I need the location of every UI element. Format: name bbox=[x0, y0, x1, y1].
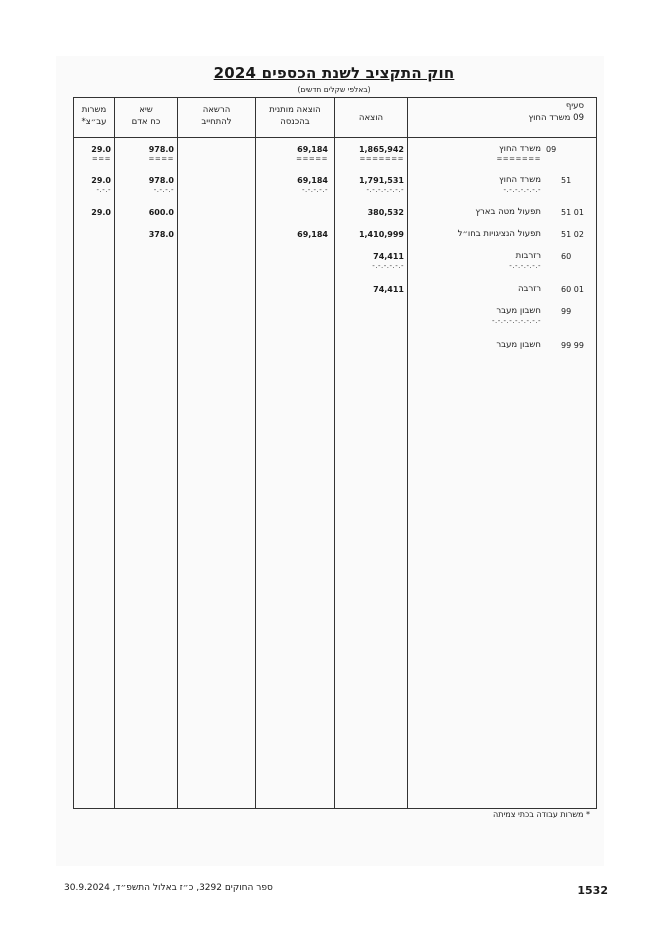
header-authorization bbox=[178, 104, 255, 128]
row-name: חשבון מעבר bbox=[496, 306, 541, 316]
budget-table bbox=[73, 97, 597, 809]
row-name-underline: ======= bbox=[496, 155, 541, 163]
column-divider bbox=[334, 97, 335, 809]
row-expense-underline: ======= bbox=[359, 155, 404, 163]
header-conditional-line1: הוצאה מותנית bbox=[269, 105, 321, 115]
footer-source: ספר החוקים 3292, כ״ז באלול התשפ״ד, 30.9.2024 bbox=[64, 883, 273, 893]
row-expense: 1,410,999 bbox=[358, 230, 404, 239]
row-peak-underline: ==== bbox=[148, 155, 174, 163]
row-name: רזרבות bbox=[515, 251, 541, 261]
header-conditional-line2: בהכנסה bbox=[280, 117, 310, 127]
row-code: 99 bbox=[561, 307, 572, 316]
header-positions-line1: משרות bbox=[81, 105, 107, 115]
row-peak: 378.0 bbox=[148, 230, 174, 239]
row-code: 51 02 bbox=[561, 230, 584, 239]
row-name: חשבון מעבר bbox=[496, 340, 541, 350]
row-name-underline: -.-.-.-.-.-.-.-.- bbox=[491, 317, 541, 325]
row-name-underline: -.-.-.-.-.- bbox=[509, 262, 541, 270]
row-expense: 1,865,942 bbox=[358, 145, 404, 154]
row-code: 60 bbox=[561, 252, 572, 261]
header-positions-line2: עב״צ* bbox=[81, 117, 107, 127]
page-number: 1532 bbox=[577, 884, 608, 897]
row-expense: 74,411 bbox=[373, 252, 404, 261]
row-expense-underline: -.-.-.-.-.- bbox=[372, 262, 404, 270]
header-authorization-line2: להתחייב bbox=[201, 117, 232, 127]
header-divider bbox=[73, 137, 597, 138]
row-code: 51 bbox=[561, 176, 572, 185]
row-positions: 29.0 bbox=[91, 145, 111, 154]
row-code: 99 99 bbox=[561, 341, 584, 350]
row-code: 09 bbox=[546, 145, 557, 154]
row-expense: 74,411 bbox=[373, 285, 404, 294]
header-peak-manpower bbox=[115, 104, 177, 128]
row-name: רזרבה bbox=[517, 284, 541, 294]
row-positions: 29.0 bbox=[91, 208, 111, 217]
row-peak: 978.0 bbox=[148, 176, 174, 185]
header-section bbox=[410, 100, 584, 124]
row-code: 60 01 bbox=[561, 285, 584, 294]
header-expense: הוצאה bbox=[358, 113, 384, 123]
header-conditional-expense bbox=[256, 104, 334, 128]
row-conditional: 69,184 bbox=[297, 145, 328, 154]
row-expense: 380,532 bbox=[367, 208, 404, 217]
row-conditional-underline: -.-.-.-.- bbox=[301, 186, 328, 194]
row-positions-underline: -.-.- bbox=[96, 186, 111, 194]
row-name: משרד החוץ bbox=[499, 144, 541, 154]
column-divider bbox=[255, 97, 256, 809]
page-subtitle: (באלפי שקלים חדשים) bbox=[297, 85, 371, 94]
row-name: תפעול מטה בארץ bbox=[475, 207, 541, 217]
row-name: משרד החוץ bbox=[499, 175, 541, 185]
column-divider bbox=[177, 97, 178, 809]
column-divider bbox=[407, 97, 408, 809]
page-title: חוק התקציב לשנת הכספים 2024 bbox=[213, 64, 455, 82]
header-positions bbox=[74, 104, 114, 128]
row-positions-underline: === bbox=[91, 155, 111, 163]
row-name-underline: -.-.-.-.-.-.- bbox=[503, 186, 541, 194]
row-positions: 29.0 bbox=[91, 176, 111, 185]
header-peak-line1: שיא bbox=[139, 105, 153, 115]
header-authorization-line1: הרשאה bbox=[202, 105, 231, 115]
row-peak-underline: -.-.-.- bbox=[153, 186, 174, 194]
header-peak-line2: כח אדם bbox=[131, 117, 161, 127]
column-divider bbox=[114, 97, 115, 809]
row-expense: 1,791,531 bbox=[358, 176, 404, 185]
footnote: * משרות עבודה בכתי צמיתה bbox=[493, 810, 590, 819]
row-conditional: 69,184 bbox=[297, 176, 328, 185]
row-expense-underline: -.-.-.-.-.-.- bbox=[366, 186, 404, 194]
row-name: תפעול הנציגויות בחו״ל bbox=[457, 229, 541, 239]
header-section-ministry: 09 משרד החוץ bbox=[528, 113, 584, 123]
header-section-label: סעיף bbox=[565, 101, 584, 111]
row-peak: 600.0 bbox=[148, 208, 174, 217]
row-peak: 978.0 bbox=[148, 145, 174, 154]
row-code: 51 01 bbox=[561, 208, 584, 217]
row-conditional-underline: ===== bbox=[296, 155, 328, 163]
row-conditional: 69,184 bbox=[297, 230, 328, 239]
